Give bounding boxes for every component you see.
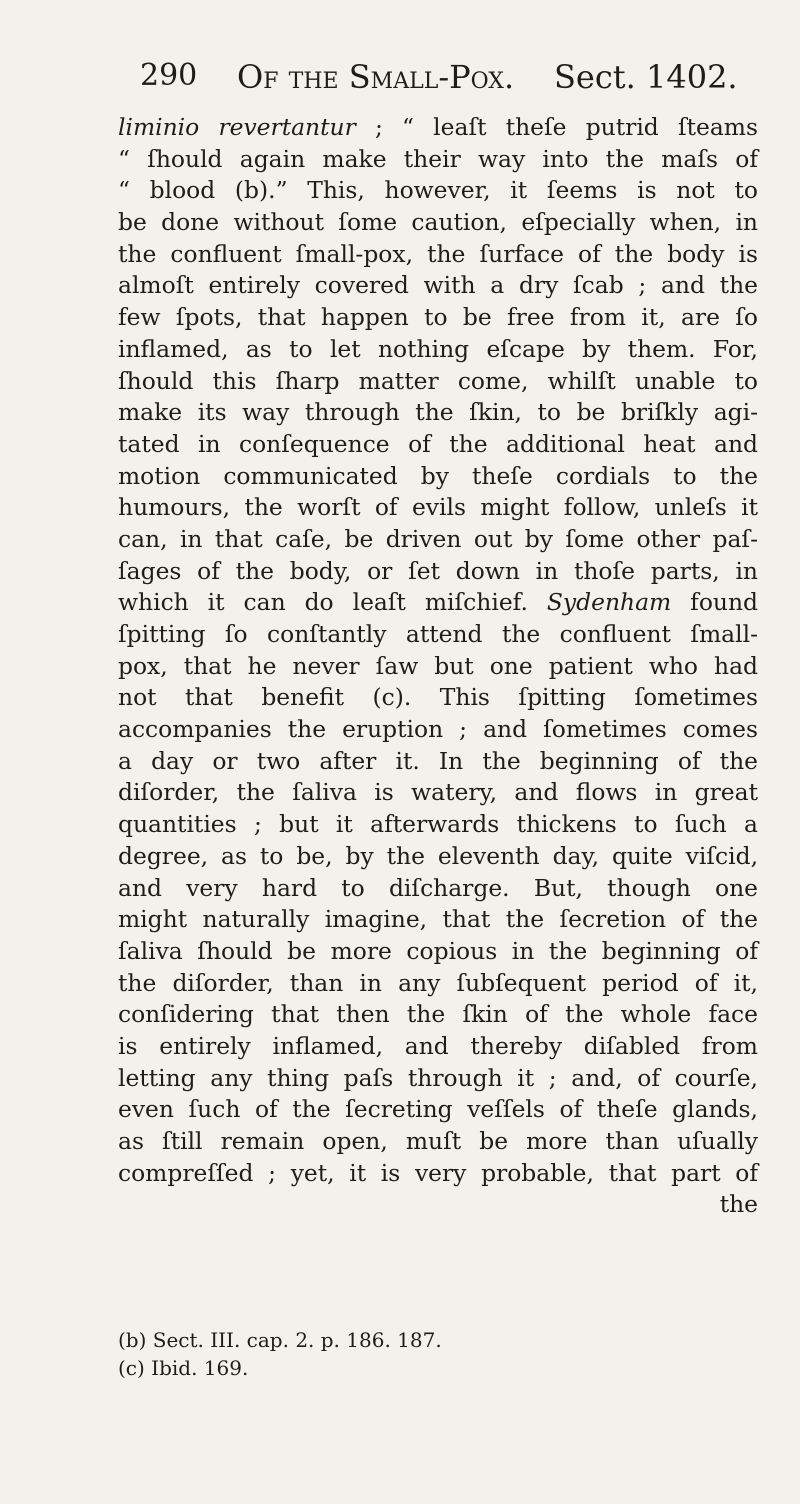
text-line: tated in conſequence of the additional heat and (118, 429, 758, 458)
text-line: a day or two after it. In the beginning of the (118, 746, 758, 775)
text-line: ſages of the body, or ſet down in thoſe parts, in (118, 556, 758, 585)
text-line: few ſpots, that happen to be free from it, are ſo (118, 303, 758, 332)
text-line: might naturally imagine, that the ſecretion of the (118, 905, 758, 934)
text-line: the confluent ſmall-pox, the ſurface of the body is (118, 239, 758, 268)
text-line: is entirely inflamed, and thereby diſabled from (118, 1031, 758, 1060)
text-line: the diſorder, than in any ſubſequent period of it, (118, 968, 758, 997)
italic-text: Sydenham (546, 588, 672, 617)
body-text (118, 112, 758, 1221)
text-line: ſpitting ſo conſtantly attend the confluent ſmall- (118, 620, 758, 648)
text-line: conſidering that then the ſkin of the whole face (118, 1000, 758, 1029)
text-line: ſaliva ſhould be more copious in the beginning of (118, 936, 758, 965)
italic-text: liminio revertantur (118, 113, 356, 141)
text-line: accompanies the eruption ; and ſometimes comes (118, 715, 758, 744)
text-line: letting any thing paſs through it ; and, of courſe, (118, 1063, 758, 1092)
text-line: degree, as to be, by the eleventh day, quite viſcid, (118, 841, 758, 870)
footnotes (118, 1326, 758, 1382)
text-line: and very hard to diſcharge. But, though one (118, 873, 758, 902)
text-line: inflamed, as to let nothing eſcape by them. For, (118, 334, 758, 363)
page-number: 290 (140, 58, 198, 93)
text-line: be done without ſome caution, eſpecially when, in (118, 208, 758, 237)
text-line: compreſſed ; yet, it is very probable, that part of (118, 1158, 758, 1187)
text-line: liminio revertantur ; “ leaſt theſe putrid ſteams (118, 113, 758, 141)
catchword: the (719, 1190, 758, 1219)
text-line: which it can do leaſt miſchief. Sydenham found (118, 588, 758, 617)
text-line: not that benefit (c). This ſpitting ſometimes (118, 683, 758, 712)
text-line: ſhould this ſharp matter come, whilſt unable to (118, 366, 758, 395)
text-line: as ſtill remain open, muſt be more than uſually (118, 1127, 758, 1155)
text-line: even ſuch of the ſecreting veſſels of theſe glands, (118, 1095, 758, 1124)
text-line: “ blood (b).” This, however, it ſeems is not to (118, 176, 758, 205)
text-line: can, in that caſe, be driven out by ſome other paſ- (118, 524, 758, 553)
text-line: humours, the worſt of evils might follow, unleſs it (118, 493, 758, 522)
text-line: pox, that he never ſaw but one patient who had (118, 651, 758, 680)
text-line: motion communicated by theſe cordials to the (118, 461, 758, 490)
running-title: Of the Small-Pox. (237, 58, 515, 96)
section-number: Sect. 1402. (554, 58, 738, 96)
text-line: “ ſhould again make their way into the maſs of (118, 144, 758, 173)
running-header (140, 58, 740, 102)
text-line: almoſt entirely covered with a dry ſcab ; and the (118, 271, 758, 300)
footnote-b: (b) Sect. III. cap. 2. p. 186. 187. (118, 1328, 442, 1352)
text-line: diſorder, the ſaliva is watery, and flows in great (118, 778, 758, 807)
footnote-c: (c) Ibid. 169. (118, 1356, 249, 1380)
text-line: quantities ; but it afterwards thickens to ſuch a (118, 810, 758, 839)
text-line: make its way through the ſkin, to be briſkly agi- (118, 398, 758, 427)
